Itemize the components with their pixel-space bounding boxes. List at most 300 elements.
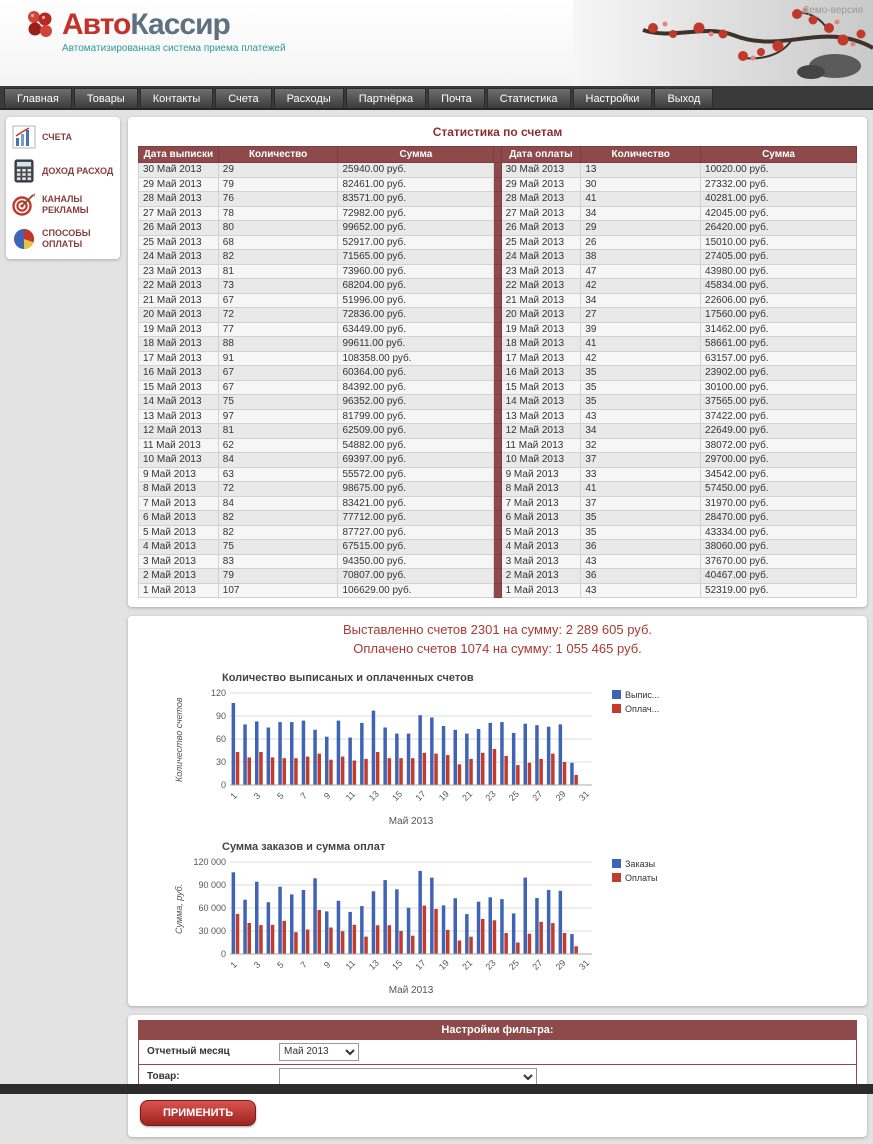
table-cell: 79 [218, 569, 338, 584]
svg-text:7: 7 [298, 790, 310, 801]
product-select[interactable] [279, 1068, 537, 1086]
svg-text:13: 13 [366, 957, 381, 972]
table-cell: 20 Май 2013 [501, 308, 581, 323]
table-cell: 67 [218, 380, 338, 395]
table-row [139, 511, 857, 526]
table-cell: 71565.00 руб. [338, 250, 494, 265]
page-title: Статистика по счетам [432, 125, 563, 139]
table-cell: 43 [581, 409, 701, 424]
table-cell: 57450.00 руб. [701, 482, 857, 497]
svg-text:13: 13 [366, 788, 381, 803]
svg-text:21: 21 [460, 788, 475, 803]
table-cell: 37565.00 руб. [701, 395, 857, 410]
svg-text:1: 1 [228, 959, 239, 970]
table-cell: 68 [218, 235, 338, 250]
table-cell: 21 Май 2013 [501, 293, 581, 308]
target-icon [12, 193, 36, 217]
table-row [139, 496, 857, 511]
table-cell: 30 [581, 177, 701, 192]
sidebar-item-ad-channels[interactable] [12, 193, 114, 217]
table-cell: 41 [581, 192, 701, 207]
table-cell: 60364.00 руб. [338, 366, 494, 381]
svg-text:25: 25 [506, 957, 522, 972]
table-cell: 96352.00 руб. [338, 395, 494, 410]
table-cell: 5 Май 2013 [139, 525, 219, 540]
sidebar-item-income-expense[interactable] [12, 159, 114, 183]
table-cell: 72836.00 руб. [338, 308, 494, 323]
table-cell: 36 [581, 540, 701, 555]
table-divider [494, 380, 501, 395]
app-header [0, 0, 873, 86]
table-cell: 18 Май 2013 [139, 337, 219, 352]
table-divider [494, 395, 501, 410]
table-cell: 38060.00 руб. [701, 540, 857, 555]
table-cell: 69397.00 руб. [338, 453, 494, 468]
svg-text:0: 0 [220, 779, 226, 790]
table-cell: 43 [581, 583, 701, 598]
charts-panel [128, 616, 867, 1006]
svg-text:11: 11 [343, 788, 358, 803]
table-cell: 47 [581, 264, 701, 279]
table-row [139, 467, 857, 482]
svg-text:30: 30 [215, 756, 226, 767]
svg-text:60: 60 [215, 733, 226, 744]
legend-item [612, 690, 659, 700]
table-cell: 17560.00 руб. [701, 308, 857, 323]
svg-text:90 000: 90 000 [198, 879, 226, 890]
table-cell: 10 Май 2013 [139, 453, 219, 468]
table-cell: 73 [218, 279, 338, 294]
table-cell: 8 Май 2013 [139, 482, 219, 497]
table-cell: 27405.00 руб. [701, 250, 857, 265]
main-area [128, 117, 867, 1137]
table-divider [494, 540, 501, 555]
table-divider [494, 221, 501, 236]
table-cell: 107 [218, 583, 338, 598]
table-cell: 70807.00 руб. [338, 569, 494, 584]
chart-body [174, 855, 857, 997]
table-row [139, 554, 857, 569]
table-cell: 16 Май 2013 [501, 366, 581, 381]
table-cell: 34542.00 руб. [701, 467, 857, 482]
table-cell: 32 [581, 438, 701, 453]
svg-text:17: 17 [413, 957, 428, 972]
table-cell: 88 [218, 337, 338, 352]
table-cell: 15 Май 2013 [501, 380, 581, 395]
table-header-cell: Дата оплаты [501, 147, 581, 163]
calculator-icon [12, 159, 36, 183]
nav-tab-contacts[interactable]: Контакты [140, 88, 214, 108]
filter-panel [128, 1015, 867, 1137]
table-divider [494, 192, 501, 207]
table-cell: 4 Май 2013 [501, 540, 581, 555]
table-cell: 37670.00 руб. [701, 554, 857, 569]
legend-swatch [612, 690, 621, 699]
table-cell: 40467.00 руб. [701, 569, 857, 584]
svg-text:11: 11 [343, 957, 358, 972]
table-cell: 62 [218, 438, 338, 453]
app-tagline: Автоматизированная система приема платежей [62, 43, 286, 54]
table-cell: 81 [218, 424, 338, 439]
table-cell: 30 Май 2013 [139, 163, 219, 178]
table-cell: 75 [218, 395, 338, 410]
table-cell: 16 Май 2013 [139, 366, 219, 381]
table-cell: 24 Май 2013 [139, 250, 219, 265]
table-divider [494, 554, 501, 569]
table-cell: 35 [581, 511, 701, 526]
table-cell: 9 Май 2013 [501, 467, 581, 482]
table-cell: 67 [218, 366, 338, 381]
table-row [139, 366, 857, 381]
table-divider [494, 511, 501, 526]
table-cell: 38 [581, 250, 701, 265]
table-cell: 94350.00 руб. [338, 554, 494, 569]
svg-text:9: 9 [321, 959, 333, 970]
svg-text:19: 19 [436, 788, 451, 803]
table-cell: 30100.00 руб. [701, 380, 857, 395]
table-cell: 77 [218, 322, 338, 337]
nav-tab-home[interactable]: Главная [4, 88, 72, 108]
table-cell: 6 Май 2013 [501, 511, 581, 526]
table-cell: 14 Май 2013 [139, 395, 219, 410]
table-cell: 62509.00 руб. [338, 424, 494, 439]
table-cell: 84 [218, 453, 338, 468]
table-cell: 73960.00 руб. [338, 264, 494, 279]
table-cell: 82 [218, 511, 338, 526]
table-row [139, 192, 857, 207]
chart-plot [184, 686, 608, 828]
svg-text:23: 23 [483, 788, 498, 803]
table-header-cell: Дата выписки [139, 147, 219, 163]
svg-text:3: 3 [251, 959, 263, 970]
table-row [139, 569, 857, 584]
sidebar-item-label: СПОСОБЫ ОПЛАТЫ [42, 228, 91, 249]
table-row [139, 235, 857, 250]
table-cell: 43334.00 руб. [701, 525, 857, 540]
table-row [139, 424, 857, 439]
svg-text:9: 9 [321, 790, 333, 801]
table-cell: 51996.00 руб. [338, 293, 494, 308]
table-cell: 91 [218, 351, 338, 366]
table-divider [494, 293, 501, 308]
table-cell: 78 [218, 206, 338, 221]
legend-label: Выпис... [625, 689, 660, 700]
table-divider [494, 177, 501, 192]
svg-text:29: 29 [553, 957, 568, 972]
table-cell: 81799.00 руб. [338, 409, 494, 424]
table-cell: 1 Май 2013 [501, 583, 581, 598]
table-cell: 29 Май 2013 [139, 177, 219, 192]
table-cell: 25 Май 2013 [139, 235, 219, 250]
chart-sums [174, 841, 857, 997]
table-row [139, 525, 857, 540]
table-cell: 67515.00 руб. [338, 540, 494, 555]
nav-tab-products[interactable]: Товары [74, 88, 138, 108]
table-cell: 24 Май 2013 [501, 250, 581, 265]
table-cell: 35 [581, 380, 701, 395]
svg-text:19: 19 [436, 957, 451, 972]
legend-swatch [612, 859, 621, 868]
table-cell: 55572.00 руб. [338, 467, 494, 482]
table-divider [494, 482, 501, 497]
table-cell: 27 Май 2013 [501, 206, 581, 221]
table-header-row [139, 147, 857, 163]
table-cell: 37422.00 руб. [701, 409, 857, 424]
table-cell: 7 Май 2013 [139, 496, 219, 511]
table-cell: 28 Май 2013 [501, 192, 581, 207]
table-row [139, 206, 857, 221]
table-cell: 23 Май 2013 [139, 264, 219, 279]
table-cell: 67 [218, 293, 338, 308]
table-cell: 17 Май 2013 [139, 351, 219, 366]
table-row [139, 453, 857, 468]
table-cell: 31970.00 руб. [701, 496, 857, 511]
table-row [139, 279, 857, 294]
y-axis-label: Количество счетов [174, 697, 184, 782]
table-cell: 22649.00 руб. [701, 424, 857, 439]
month-select[interactable] [279, 1043, 359, 1061]
table-cell: 106629.00 руб. [338, 583, 494, 598]
chart-title: Сумма заказов и сумма оплат [222, 840, 386, 853]
table-cell: 14 Май 2013 [501, 395, 581, 410]
table-row [139, 351, 857, 366]
table-cell: 22606.00 руб. [701, 293, 857, 308]
table-cell: 35 [581, 395, 701, 410]
summary-paid: Оплачено счетов 1074 на сумму: 1 055 465 руб. [353, 640, 642, 656]
table-divider [494, 467, 501, 482]
table-cell: 37 [581, 496, 701, 511]
logo-berries-icon [26, 10, 54, 47]
apply-button[interactable]: ПРИМЕНИТЬ [140, 1100, 256, 1126]
table-cell: 28 Май 2013 [139, 192, 219, 207]
table-cell: 63449.00 руб. [338, 322, 494, 337]
svg-text:30 000: 30 000 [198, 925, 226, 936]
legend-item [612, 704, 659, 714]
table-divider [494, 250, 501, 265]
table-cell: 4 Май 2013 [139, 540, 219, 555]
sidebar-item-label: КАНАЛЫ РЕКЛАМЫ [42, 194, 89, 215]
table-cell: 40281.00 руб. [701, 192, 857, 207]
table-header-cell: Количество [581, 147, 701, 163]
table-cell: 58661.00 руб. [701, 337, 857, 352]
table-divider [494, 147, 501, 163]
table-cell: 2 Май 2013 [501, 569, 581, 584]
table-cell: 26 Май 2013 [139, 221, 219, 236]
table-divider [494, 569, 501, 584]
table-cell: 29 Май 2013 [501, 177, 581, 192]
table-divider [494, 322, 501, 337]
sidebar-item-payment-methods[interactable] [12, 227, 114, 251]
table-row [139, 583, 857, 598]
table-cell: 63157.00 руб. [701, 351, 857, 366]
table-divider [494, 409, 501, 424]
table-cell: 41 [581, 337, 701, 352]
table-row [139, 177, 857, 192]
table-cell: 72 [218, 308, 338, 323]
y-axis-label: Сумма, руб. [174, 883, 184, 934]
table-cell: 83 [218, 554, 338, 569]
table-cell: 29700.00 руб. [701, 453, 857, 468]
nav-tab-expenses[interactable]: Расходы [274, 88, 344, 108]
table-cell: 15 Май 2013 [139, 380, 219, 395]
table-cell: 10 Май 2013 [501, 453, 581, 468]
table-cell: 19 Май 2013 [501, 322, 581, 337]
table-cell: 98675.00 руб. [338, 482, 494, 497]
demo-version-label: Демо-версия [802, 5, 863, 16]
legend-item [612, 873, 658, 883]
logo[interactable] [26, 10, 286, 54]
svg-text:7: 7 [298, 959, 310, 970]
table-cell: 27 [581, 308, 701, 323]
table-row [139, 337, 857, 352]
svg-text:120: 120 [210, 687, 226, 698]
table-cell: 63 [218, 467, 338, 482]
table-cell: 75 [218, 540, 338, 555]
table-cell: 26 Май 2013 [501, 221, 581, 236]
legend-label: Оплач... [625, 703, 660, 714]
nav-tab-invoices[interactable]: Счета [215, 88, 271, 108]
svg-text:25: 25 [506, 788, 522, 803]
nav-tab-affiliate[interactable]: Партнёрка [346, 88, 426, 108]
table-cell: 82 [218, 250, 338, 265]
nav-tab-settings[interactable]: Настройки [573, 88, 653, 108]
table-cell: 23 Май 2013 [501, 264, 581, 279]
month-label: Отчетный месяц [147, 1046, 230, 1058]
pie-chart-icon [12, 227, 36, 251]
table-row [139, 540, 857, 555]
table-cell: 27 Май 2013 [139, 206, 219, 221]
table-header-cell: Сумма [701, 147, 857, 163]
table-cell: 43 [581, 554, 701, 569]
table-row [139, 250, 857, 265]
table-cell: 99611.00 руб. [338, 337, 494, 352]
bar-chart-icon [12, 125, 36, 149]
app-title: АвтоКассир [62, 8, 230, 41]
table-cell: 22 Май 2013 [139, 279, 219, 294]
table-cell: 26 [581, 235, 701, 250]
svg-text:15: 15 [390, 788, 405, 803]
svg-text:Май 2013: Май 2013 [388, 984, 434, 996]
legend-item [612, 859, 658, 869]
chart-plot [184, 855, 608, 997]
table-cell: 20 Май 2013 [139, 308, 219, 323]
table-cell: 12 Май 2013 [139, 424, 219, 439]
table-cell: 30 Май 2013 [501, 163, 581, 178]
table-divider [494, 366, 501, 381]
table-cell: 3 Май 2013 [139, 554, 219, 569]
nav-tab-statistics[interactable]: Статистика [487, 88, 571, 108]
table-cell: 3 Май 2013 [501, 554, 581, 569]
table-divider [494, 163, 501, 178]
table-row [139, 293, 857, 308]
svg-text:90: 90 [215, 710, 226, 721]
table-cell: 38072.00 руб. [701, 438, 857, 453]
table-cell: 36 [581, 569, 701, 584]
table-cell: 43980.00 руб. [701, 264, 857, 279]
sidebar-item-invoices[interactable] [12, 125, 114, 149]
table-cell: 12 Май 2013 [501, 424, 581, 439]
table-row [139, 264, 857, 279]
table-cell: 83421.00 руб. [338, 496, 494, 511]
table-cell: 1 Май 2013 [139, 583, 219, 598]
legend-label: Оплаты [625, 872, 658, 883]
table-cell: 35 [581, 525, 701, 540]
table-cell: 29 [218, 163, 338, 178]
stats-table [138, 146, 857, 598]
table-cell: 7 Май 2013 [501, 496, 581, 511]
table-cell: 97 [218, 409, 338, 424]
table-cell: 42 [581, 279, 701, 294]
svg-text:31: 31 [577, 788, 592, 803]
table-divider [494, 279, 501, 294]
table-cell: 41 [581, 482, 701, 497]
nav-tab-mail[interactable]: Почта [428, 88, 485, 108]
table-row [139, 482, 857, 497]
table-header-cell: Сумма [338, 147, 494, 163]
table-divider [494, 583, 501, 598]
svg-text:23: 23 [483, 957, 498, 972]
table-cell: 18 Май 2013 [501, 337, 581, 352]
table-cell: 8 Май 2013 [501, 482, 581, 497]
main-nav [0, 86, 873, 110]
table-cell: 84 [218, 496, 338, 511]
svg-text:31: 31 [577, 957, 592, 972]
chart-body [174, 686, 857, 828]
table-cell: 25 Май 2013 [501, 235, 581, 250]
table-divider [494, 424, 501, 439]
stats-panel [128, 117, 867, 607]
footer-strip [0, 1084, 873, 1094]
table-cell: 9 Май 2013 [139, 467, 219, 482]
table-row [139, 308, 857, 323]
table-cell: 21 Май 2013 [139, 293, 219, 308]
table-cell: 29 [581, 221, 701, 236]
table-divider [494, 496, 501, 511]
nav-tab-logout[interactable]: Выход [654, 88, 713, 108]
table-row [139, 163, 857, 178]
chart-legend [612, 859, 658, 883]
table-cell: 108358.00 руб. [338, 351, 494, 366]
table-cell: 19 Май 2013 [139, 322, 219, 337]
table-cell: 13 Май 2013 [139, 409, 219, 424]
table-cell: 79 [218, 177, 338, 192]
table-cell: 22 Май 2013 [501, 279, 581, 294]
table-cell: 11 Май 2013 [139, 438, 219, 453]
table-cell: 28470.00 руб. [701, 511, 857, 526]
table-cell: 34 [581, 206, 701, 221]
table-cell: 31462.00 руб. [701, 322, 857, 337]
table-cell: 17 Май 2013 [501, 351, 581, 366]
table-divider [494, 525, 501, 540]
table-cell: 34 [581, 424, 701, 439]
table-divider [494, 308, 501, 323]
table-cell: 52319.00 руб. [701, 583, 857, 598]
filter-title: Настройки фильтра: [139, 1021, 856, 1039]
table-cell: 80 [218, 221, 338, 236]
legend-label: Заказы [625, 858, 656, 869]
summary-issued: Выставленно счетов 2301 на сумму: 2 289 605 руб. [342, 622, 653, 637]
table-row [139, 395, 857, 410]
sidebar [6, 117, 120, 259]
table-cell: 83571.00 руб. [338, 192, 494, 207]
table-row [139, 380, 857, 395]
table-divider [494, 235, 501, 250]
svg-text:29: 29 [553, 788, 568, 803]
legend-swatch [612, 873, 621, 882]
svg-text:15: 15 [390, 957, 405, 972]
table-cell: 6 Май 2013 [139, 511, 219, 526]
table-cell: 72 [218, 482, 338, 497]
